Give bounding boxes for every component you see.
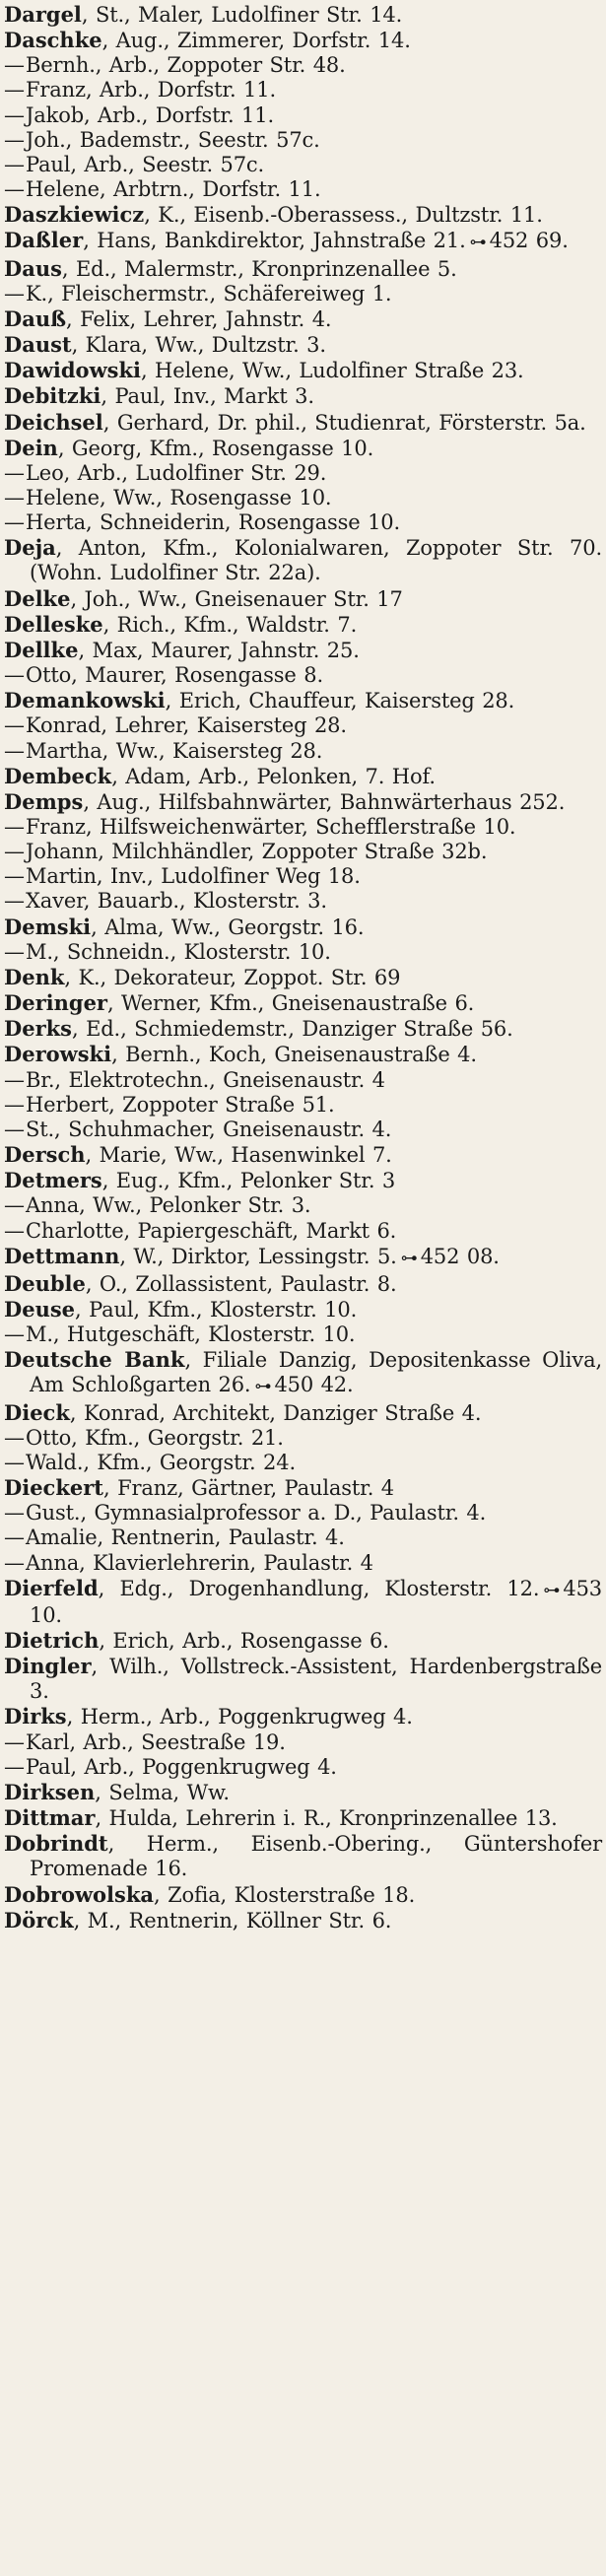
directory-entry	[4, 1704, 602, 1729]
entry-surname: Denk	[4, 964, 65, 989]
directory-entry	[4, 436, 602, 461]
entry-surname: Dingler	[4, 1654, 92, 1679]
entry-details: Herta, Schneiderin, Rosengasse 10.	[26, 510, 401, 535]
directory-entry	[4, 940, 602, 965]
entry-details: , Hulda, Lehrerin i. R., Kronprinzenallee 13.	[95, 1806, 558, 1831]
directory-entry	[4, 383, 602, 409]
entry-details: Amalie, Rentnerin, Paulastr. 4.	[26, 1525, 345, 1550]
entry-details: Jakob, Arb., Dorfstr. 11.	[26, 102, 275, 127]
repeat-dash: —	[4, 1425, 25, 1450]
entry-surname: Dieck	[4, 1399, 70, 1425]
entry-details: , Paul, Kfm., Klosterstr. 10.	[75, 1297, 358, 1322]
repeat-dash: —	[4, 1729, 25, 1754]
directory-entry	[4, 358, 602, 383]
directory-entry	[4, 28, 602, 53]
entry-details: , Gerhard, Dr. phil., Studienrat, Försterstr. 5a.	[102, 410, 586, 435]
repeat-dash: —	[4, 510, 25, 535]
directory-entry	[4, 78, 602, 102]
entry-details: Anna, Ww., Pelonker Str. 3.	[26, 1193, 311, 1218]
entry-details: Leo, Arb., Ludolfiner Str. 29.	[26, 460, 327, 485]
entry-details: Paul, Arb., Poggenkrugweg 4.	[26, 1754, 337, 1779]
directory-entry	[4, 256, 602, 282]
entry-details: , K., Dekorateur, Zoppot. Str. 69	[64, 965, 401, 989]
directory-entry	[4, 1142, 602, 1168]
entry-surname: Dieckert	[4, 1475, 104, 1501]
repeat-dash: —	[4, 78, 25, 102]
entry-surname: Delleske	[4, 611, 103, 637]
directory-entry	[4, 1831, 602, 1881]
directory-entry	[4, 713, 602, 738]
entry-details: , M., Rentnerin, Köllner Str. 6.	[73, 1908, 392, 1932]
directory-entry	[4, 1780, 602, 1805]
directory-entry	[4, 486, 602, 510]
directory-entry	[4, 1297, 602, 1322]
repeat-dash: —	[4, 939, 25, 964]
directory-entry	[4, 789, 602, 815]
telephone-icon: ⊶	[254, 1377, 271, 1397]
directory-entry	[4, 1755, 602, 1780]
directory-entry	[4, 153, 602, 177]
directory-entry	[4, 282, 602, 306]
repeat-dash: —	[4, 738, 25, 763]
entry-details: Otto, Kfm., Georgstr. 21.	[26, 1425, 284, 1450]
directory-entry	[4, 1525, 602, 1550]
entry-surname: Derowski	[4, 1042, 112, 1067]
entry-details: , Erich, Chauffeur, Kaisersteg 28.	[165, 689, 515, 713]
directory-entry	[4, 1168, 602, 1193]
directory-entry	[4, 1475, 602, 1501]
entry-details: Joh., Bademstr., Seestr. 57c.	[26, 127, 320, 152]
entry-details: , Helene, Ww., Ludolfiner Straße 23.	[141, 359, 524, 383]
repeat-dash: —	[4, 1117, 25, 1141]
directory-entry	[4, 1347, 602, 1399]
entry-details: , Alma, Ww., Georgstr. 16.	[91, 915, 365, 939]
repeat-dash: —	[4, 152, 25, 176]
entry-details: Br., Elektrotechn., Gneisenaustr. 4	[26, 1067, 385, 1092]
directory-entry	[4, 535, 602, 585]
directory-entry	[4, 638, 602, 663]
directory-entry	[4, 1244, 602, 1271]
entry-details: , Zofia, Klosterstraße 18.	[154, 1882, 416, 1907]
entry-details: Helene, Arbtrn., Dorfstr. 11.	[26, 177, 321, 202]
entry-details: Martin, Inv., Ludolfiner Weg 18.	[26, 864, 361, 889]
entry-details: , Paul, Inv., Markt 3.	[101, 384, 314, 409]
directory-entry	[4, 306, 602, 332]
entry-surname: Daust	[4, 332, 72, 358]
directory-entry	[4, 965, 602, 990]
directory-entry	[4, 2, 602, 28]
entry-details: St., Schuhmacher, Gneisenaustr. 4.	[26, 1117, 392, 1141]
directory-entry	[4, 990, 602, 1016]
repeat-dash: —	[4, 102, 25, 127]
entry-surname: Deuse	[4, 1296, 76, 1322]
entry-surname: Demski	[4, 914, 92, 939]
directory-entry	[4, 202, 602, 228]
entry-surname: Dirksen	[4, 1779, 96, 1804]
entry-details: Franz, Arb., Dorfstr. 11.	[26, 78, 276, 102]
entry-details: , Marie, Ww., Hasenwinkel 7.	[85, 1143, 392, 1168]
repeat-dash: —	[4, 864, 25, 889]
directory-entry	[4, 739, 602, 764]
directory-entry	[4, 53, 602, 78]
entry-details: , Edg., Drogenhandlung, Klosterstr. 12.	[98, 1576, 540, 1600]
entry-surname: Daßler	[4, 228, 84, 253]
repeat-dash: —	[4, 127, 25, 152]
entry-surname: Daus	[4, 255, 62, 281]
directory-entry	[4, 1322, 602, 1347]
repeat-dash: —	[4, 1193, 25, 1218]
directory-entry	[4, 1193, 602, 1218]
entry-details: M., Schneidn., Klosterstr. 10.	[26, 939, 331, 964]
entry-details: , Konrad, Architekt, Danziger Straße 4.	[69, 1400, 482, 1425]
directory-entry	[4, 1400, 602, 1426]
directory-entry	[4, 1654, 602, 1704]
repeat-dash: —	[4, 177, 25, 202]
entry-surname: Derks	[4, 1016, 73, 1042]
entry-details: , Herm., Eisenb.-Obering., Güntershofer Promenade 16.	[30, 1832, 602, 1881]
telephone-icon: ⊶	[469, 233, 486, 253]
entry-surname: Dauß	[4, 305, 67, 331]
entry-details: , Anton, Kfm., Kolonialwaren, Zoppoter Str. 70. (Wohn. Ludolfiner Str. 22a).	[30, 536, 602, 585]
entry-details: , Ed., Schmiedemstr., Danziger Straße 56.	[72, 1017, 513, 1042]
entry-surname: Dembeck	[4, 763, 112, 788]
entry-details: Gust., Gymnasialprofessor a. D., Paulastr. 4.	[26, 1501, 487, 1525]
directory-entry	[4, 764, 602, 789]
directory-entry	[4, 228, 602, 255]
directory-entry	[4, 103, 602, 128]
entry-surname: Dietrich	[4, 1628, 100, 1653]
entry-details: , Aug., Zimmerer, Dorfstr. 14.	[101, 29, 411, 53]
directory-entry	[4, 889, 602, 914]
repeat-dash: —	[4, 815, 25, 839]
entry-surname: Dirks	[4, 1704, 67, 1729]
entry-details: , Adam, Arb., Pelonken, 7. Hof.	[111, 764, 436, 788]
repeat-dash: —	[4, 485, 25, 509]
entry-details: , O., Zollassistent, Paulastr. 8.	[85, 1271, 397, 1296]
entry-details: Herbert, Zoppoter Straße 51.	[26, 1092, 335, 1117]
entry-details: Xaver, Bauarb., Klosterstr. 3.	[26, 889, 327, 914]
entry-details: , St., Maler, Ludolfiner Str. 14.	[81, 3, 403, 27]
directory-entry	[4, 1805, 602, 1831]
entry-details: Franz, Hilfsweichenwärter, Schefflerstraße 10.	[26, 815, 516, 839]
directory-entry	[4, 1118, 602, 1142]
entry-details: Otto, Maurer, Rosengasse 8.	[26, 663, 323, 688]
directory-entry	[4, 688, 602, 713]
entry-surname: Debitzki	[4, 383, 101, 409]
telephone-icon: ⊶	[543, 1580, 560, 1600]
entry-surname: Dörck	[4, 1907, 74, 1932]
directory-entry	[4, 915, 602, 940]
directory-entry	[4, 1426, 602, 1451]
directory-entry	[4, 1882, 602, 1908]
entry-surname: Deutsche Bank	[4, 1347, 185, 1373]
directory-entry	[4, 1093, 602, 1118]
directory-entry	[4, 410, 602, 436]
repeat-dash: —	[4, 1450, 25, 1474]
entry-details: Konrad, Lehrer, Kaisersteg 28.	[26, 713, 347, 738]
entry-surname: Dein	[4, 435, 58, 460]
entry-surname: Dierfeld	[4, 1575, 99, 1600]
entry-surname: Dobrindt	[4, 1831, 108, 1857]
entry-details: Charlotte, Papiergeschäft, Markt 6.	[26, 1218, 397, 1243]
directory-entry	[4, 815, 602, 840]
repeat-dash: —	[4, 53, 25, 78]
directory-entry	[4, 1271, 602, 1297]
entry-surname: Dobrowolska	[4, 1881, 155, 1907]
entry-details: , Werner, Kfm., Gneisenaustraße 6.	[107, 991, 475, 1016]
directory-entry	[4, 1451, 602, 1475]
entry-surname: Dellke	[4, 637, 79, 662]
entry-surname: Deichsel	[4, 409, 103, 435]
entry-details: , Filiale Danzig, Depositenkasse Oliva, Am Schloßgarten 26.	[30, 1348, 602, 1397]
repeat-dash: —	[4, 1754, 25, 1779]
entry-phone: 452 69.	[489, 229, 569, 253]
directory-entry	[4, 1219, 602, 1244]
repeat-dash: —	[4, 281, 25, 305]
entry-details: , Hans, Bankdirektor, Jahnstraße 21.	[83, 229, 466, 253]
entry-surname: Demps	[4, 788, 84, 814]
entry-details: Johann, Milchhändler, Zoppoter Straße 32b.	[26, 840, 488, 864]
entry-details: Paul, Arb., Seestr. 57c.	[26, 152, 265, 176]
repeat-dash: —	[4, 1218, 25, 1243]
directory-entry	[4, 1042, 602, 1067]
directory-entry	[4, 840, 602, 864]
entry-surname: Daschke	[4, 28, 102, 53]
entry-details: M., Hutgeschäft, Klosterstr. 10.	[26, 1322, 356, 1347]
entry-details: , Joh., Ww., Gneisenauer Str. 17	[70, 586, 403, 611]
entry-details: Martha, Ww., Kaisersteg 28.	[26, 738, 323, 763]
directory-entry	[4, 586, 602, 612]
entry-details: , Aug., Hilfsbahnwärter, Bahnwärterhaus 252.	[83, 789, 566, 814]
repeat-dash: —	[4, 460, 25, 485]
directory-entry	[4, 510, 602, 535]
entry-details: K., Fleischermstr., Schäfereiweg 1.	[26, 281, 392, 305]
repeat-dash: —	[4, 1501, 25, 1525]
repeat-dash: —	[4, 889, 25, 914]
repeat-dash: —	[4, 1322, 25, 1347]
directory-entry	[4, 128, 602, 153]
repeat-dash: —	[4, 1092, 25, 1117]
entry-details: Bernh., Arb., Zoppoter Str. 48.	[26, 53, 346, 78]
entry-details: , Georg, Kfm., Rosengasse 10.	[57, 436, 374, 460]
directory-entry	[4, 864, 602, 889]
directory-entry	[4, 663, 602, 688]
entry-phone: 453 10.	[30, 1576, 602, 1627]
directory-entry	[4, 612, 602, 638]
entry-surname: Deuble	[4, 1270, 86, 1296]
entry-details: , Bernh., Koch, Gneisenaustraße 4.	[111, 1043, 477, 1067]
repeat-dash: —	[4, 1525, 25, 1550]
directory-entry	[4, 1068, 602, 1093]
entry-details: , Franz, Gärtner, Paulastr. 4	[103, 1476, 395, 1501]
repeat-dash: —	[4, 663, 25, 688]
entry-surname: Deja	[4, 535, 56, 561]
entry-details: , Herm., Arb., Poggenkrugweg 4.	[66, 1705, 413, 1729]
entry-details: , Erich, Arb., Rosengasse 6.	[99, 1629, 389, 1653]
entry-phone: 452 08.	[420, 1244, 500, 1268]
directory-entry	[4, 461, 602, 486]
entry-details: Karl, Arb., Seestraße 19.	[26, 1729, 286, 1754]
entry-details: Anna, Klavierlehrerin, Paulastr. 4	[26, 1550, 373, 1575]
entry-phone: 450 42.	[274, 1373, 354, 1397]
entry-surname: Delke	[4, 585, 71, 611]
entry-surname: Dargel	[4, 2, 82, 27]
directory-entry	[4, 1501, 602, 1525]
entry-details: , Klara, Ww., Dultzstr. 3.	[71, 333, 326, 358]
entry-details: , Rich., Kfm., Waldstr. 7.	[102, 612, 358, 637]
entry-details: , Selma, Ww.	[95, 1780, 230, 1804]
entry-surname: Dawidowski	[4, 358, 141, 383]
directory-entry	[4, 1730, 602, 1755]
entry-details: , Wilh., Vollstreck.-Assistent, Hardenbergstraße 3.	[30, 1655, 602, 1704]
entry-surname: Demankowski	[4, 688, 166, 713]
entry-details: , Felix, Lehrer, Jahnstr. 4.	[66, 306, 332, 331]
repeat-dash: —	[4, 840, 25, 864]
entry-details: Wald., Kfm., Georgstr. 24.	[26, 1450, 296, 1474]
entry-details: , Max, Maurer, Jahnstr. 25.	[78, 638, 360, 662]
repeat-dash: —	[4, 713, 25, 738]
directory-entry	[4, 1628, 602, 1654]
entry-surname: Dittmar	[4, 1805, 96, 1831]
entry-surname: Dersch	[4, 1142, 86, 1168]
entry-details: Helene, Ww., Rosengasse 10.	[26, 485, 332, 509]
entry-details: , Ed., Malermstr., Kronprinzenallee 5.	[61, 256, 457, 281]
directory-entry	[4, 1016, 602, 1042]
entry-surname: Deringer	[4, 990, 107, 1016]
repeat-dash: —	[4, 1067, 25, 1092]
directory-entry	[4, 1908, 602, 1933]
directory-entry	[4, 177, 602, 202]
entry-details: , K., Eisenb.-Oberassess., Dultzstr. 11.	[144, 203, 543, 228]
entry-surname: Dettmann	[4, 1243, 120, 1268]
entry-details: , W., Dirktor, Lessingstr. 5.	[119, 1244, 397, 1268]
entry-details: , Eug., Kfm., Pelonker Str. 3	[101, 1169, 396, 1193]
entry-surname: Daszkiewicz	[4, 202, 145, 228]
directory-entry	[4, 1551, 602, 1576]
telephone-icon: ⊶	[400, 1248, 417, 1268]
repeat-dash: —	[4, 1550, 25, 1575]
entry-surname: Detmers	[4, 1168, 102, 1193]
directory-entry	[4, 332, 602, 358]
directory-entry	[4, 1576, 602, 1628]
